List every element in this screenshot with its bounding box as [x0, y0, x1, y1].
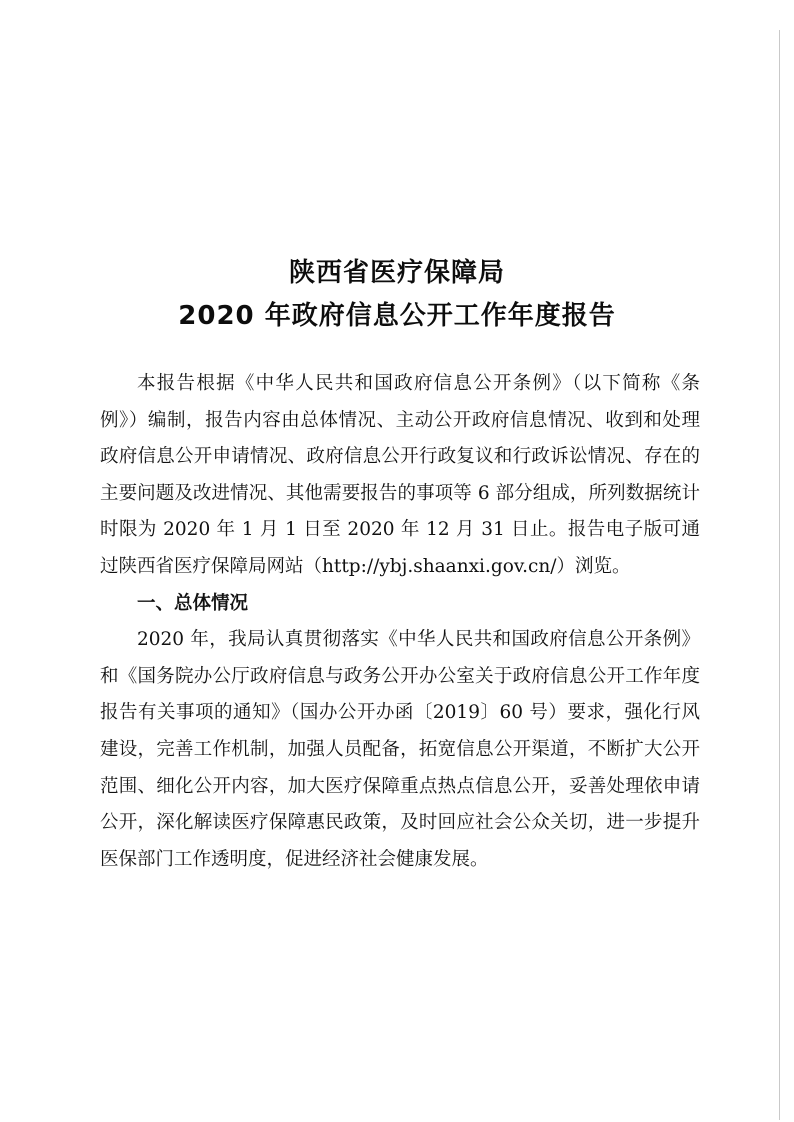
document-title-line1: 陕西省医疗保障局 [288, 258, 505, 288]
scan-edge-line [779, 30, 780, 1120]
intro-paragraph: 本报告根据《中华人民共和国政府信息公开条例》（以下简称《条例》）编制，报告内容由总体情况、主动公开政府信息情况、收到和处理政府信息公开申请情况、政府信息公开行政复议和行政诉讼情况、存在的主要问题及改进情况、其他需要报告的事项等 6 部分组成，所列数据统计时限为 2020 年 1 月 1 日至 2020 年 12 月 31 日止。报告电子版可通过陕西省医疗保障局网站（http://ybj.shaanxi.gov.cn/）浏览。 [100, 373, 700, 577]
overall-paragraph: 2020 年，我局认真贯彻落实《中华人民共和国政府信息公开条例》和《国务院办公厅政府信息与政务公开办公室关于政府信息公开工作年度报告有关事项的通知》（国办公开办函〔2019〕60 号）要求，强化行风建设，完善工作机制，加强人员配备，拓宽信息公开渠道，不断扩大公开范围、细化公开内容，加大医疗保障重点热点信息公开，妥善处理依申请公开，深化解读医疗保障惠民政策，及时回应社会公众关切，进一步提升医保部门工作透明度，促进经济社会健康发展。 [100, 629, 700, 870]
document-title-line2: 2020 年政府信息公开工作年度报告 [178, 301, 616, 331]
document-body [100, 366, 700, 878]
section-heading-overall: 一、总体情况 [137, 592, 249, 614]
